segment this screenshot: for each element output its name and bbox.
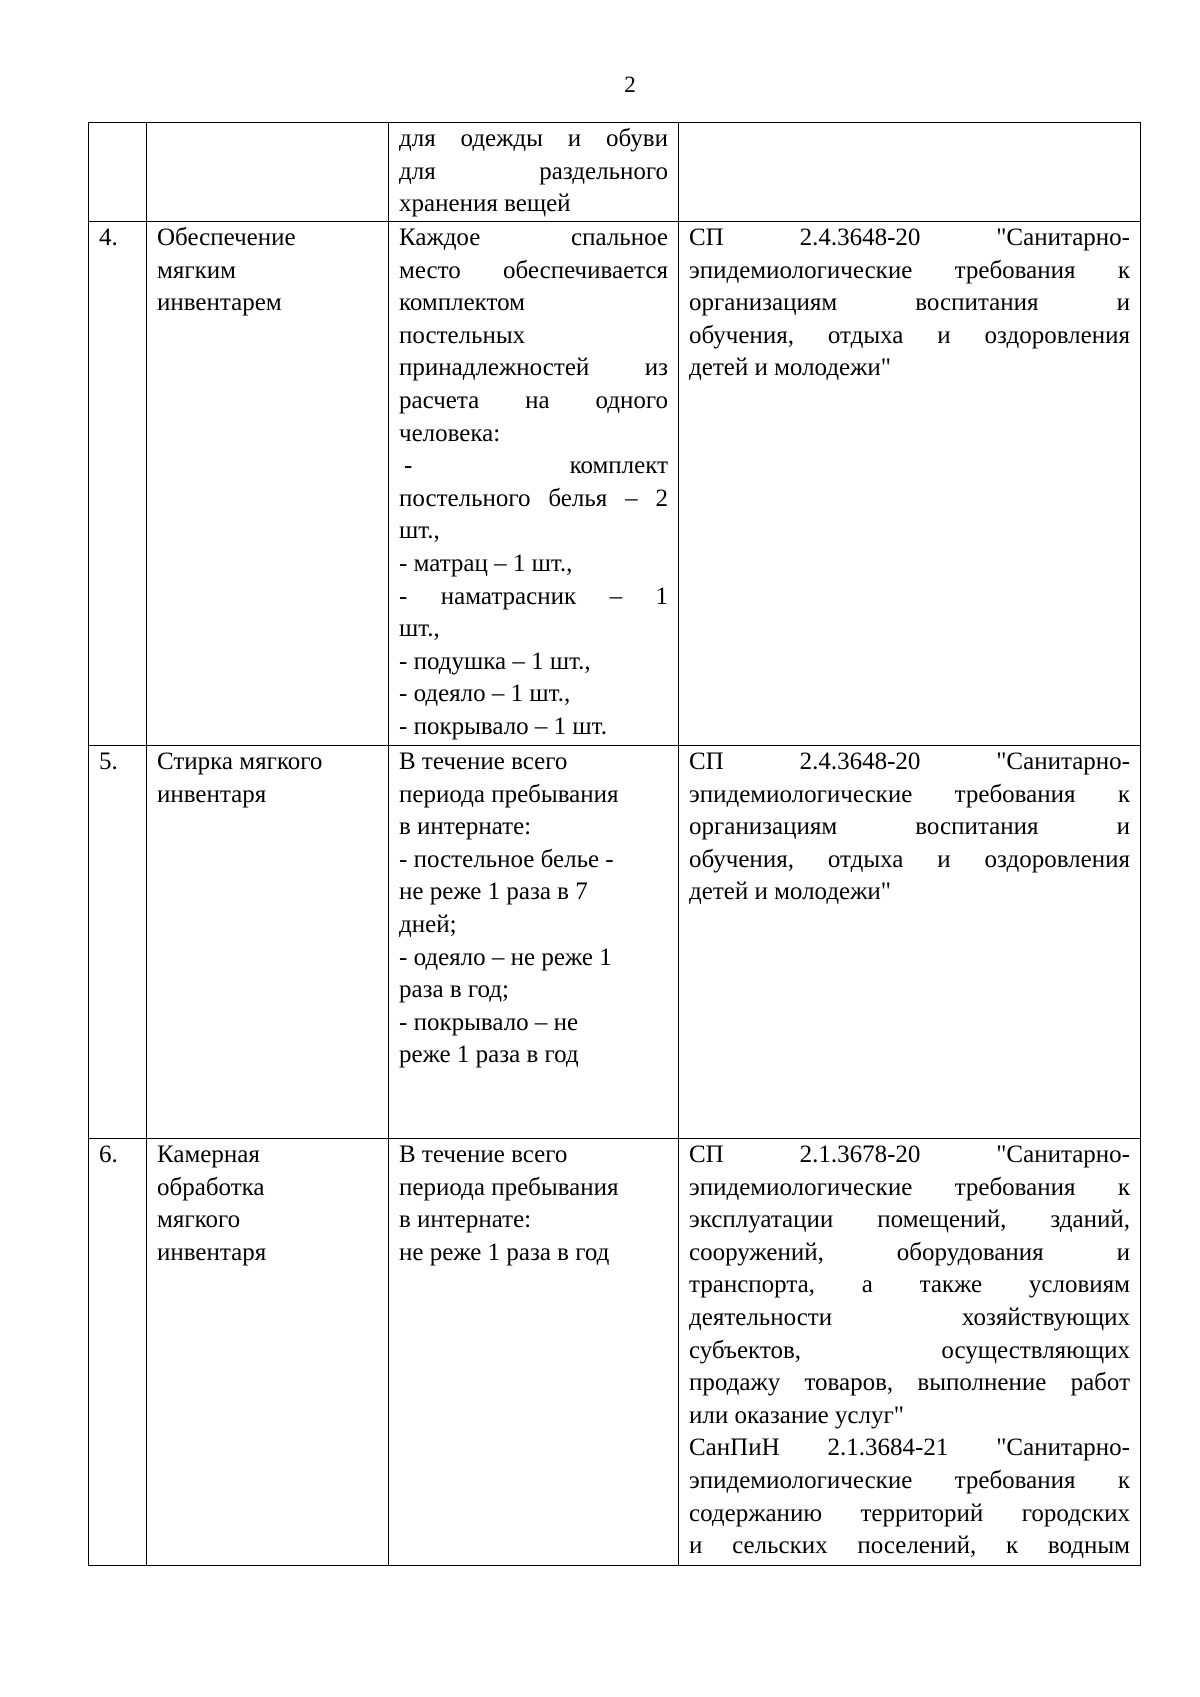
regulation-line: и сельских поселений, к водным bbox=[689, 1532, 1130, 1560]
regulation-line: транспорта, а также условиям bbox=[689, 1271, 1130, 1299]
regulation-line: СП 2.4.3648-20 "Санитарно- bbox=[689, 748, 1130, 775]
description-line: принадлежностей из bbox=[399, 354, 668, 382]
item-name-line: мягкого bbox=[157, 1206, 241, 1234]
regulation-line: субъектов, осуществляющих bbox=[689, 1336, 1130, 1364]
row-number-cell bbox=[89, 1139, 147, 1566]
regulation-line: СанПиН 2.1.3684-21 "Санитарно- bbox=[689, 1434, 1130, 1462]
item-name-line: инвентаря bbox=[157, 1238, 267, 1266]
description-line: хранения вещей bbox=[399, 190, 571, 218]
item-name-cell bbox=[147, 222, 389, 746]
item-name-line: инвентарем bbox=[157, 289, 282, 317]
table-row bbox=[89, 746, 1141, 1139]
description-line: Каждое спальное bbox=[399, 224, 668, 251]
item-name-line: мягким bbox=[157, 256, 236, 284]
regulation-line: содержанию территорий городских bbox=[689, 1499, 1130, 1527]
row-number-cell bbox=[89, 746, 147, 1139]
description-line: человека: bbox=[399, 419, 501, 447]
item-name-cell bbox=[147, 1139, 389, 1566]
regulation-line: детей и молодежи" bbox=[689, 878, 892, 906]
description-line: шт., bbox=[399, 615, 440, 643]
description-line: В течение всего bbox=[399, 1141, 568, 1168]
description-line: - покрывало – 1 шт. bbox=[399, 712, 607, 740]
item-description-cell bbox=[389, 222, 679, 746]
description-line: для одежды и обуви bbox=[399, 125, 668, 152]
description-line: - наматрасник – 1 bbox=[399, 582, 668, 610]
table-row bbox=[89, 1139, 1141, 1566]
description-line: в интернате: bbox=[399, 1206, 532, 1234]
item-name-cell bbox=[147, 746, 389, 1139]
regulation-line: СП 2.1.3678-20 "Санитарно- bbox=[689, 1141, 1130, 1168]
description-line: место обеспечивается bbox=[399, 256, 668, 284]
item-name-line: обработка bbox=[157, 1173, 265, 1201]
item-name-line: Обеспечение bbox=[157, 224, 296, 251]
description-line: раза в год; bbox=[399, 976, 509, 1004]
description-line: в интернате: bbox=[399, 813, 532, 841]
regulation-line: деятельности хозяйствующих bbox=[689, 1303, 1130, 1331]
regulation-line: эпидемиологические требования к bbox=[689, 256, 1130, 284]
description-line: постельного белья – 2 bbox=[399, 484, 668, 512]
item-name-line: Камерная bbox=[157, 1141, 260, 1168]
description-line: комплектом bbox=[399, 289, 525, 317]
item-name-line: инвентаря bbox=[157, 780, 267, 808]
item-description-cell bbox=[389, 746, 679, 1139]
regulation-line: организациям воспитания и bbox=[689, 289, 1130, 317]
regulation-line: сооружений, оборудования и bbox=[689, 1238, 1130, 1266]
table-row bbox=[89, 222, 1141, 746]
regulation-line: СП 2.4.3648-20 "Санитарно- bbox=[689, 224, 1130, 251]
regulation-line: детей и молодежи" bbox=[689, 354, 892, 382]
description-line: не реже 1 раза в 7 bbox=[399, 878, 588, 906]
row-number: 6. bbox=[99, 1141, 118, 1168]
description-line: - одеяло – 1 шт., bbox=[399, 680, 571, 708]
regulation-line: организациям воспитания и bbox=[689, 813, 1130, 841]
regulation-cell bbox=[679, 123, 1141, 222]
regulation-line: эпидемиологические требования к bbox=[689, 1173, 1130, 1201]
description-line: В течение всего bbox=[399, 748, 568, 775]
description-line: периода пребывания bbox=[399, 780, 619, 808]
regulation-line: эксплуатации помещений, зданий, bbox=[689, 1206, 1130, 1234]
description-line: для раздельного bbox=[399, 157, 668, 185]
description-line: - покрывало – не bbox=[399, 1008, 579, 1036]
page-number: 2 bbox=[624, 72, 636, 97]
regulations-table bbox=[88, 122, 1141, 1566]
description-line: - матрац – 1 шт., bbox=[399, 549, 573, 577]
description-line: расчета на одного bbox=[399, 386, 668, 414]
regulation-line: обучения, отдыха и оздоровления bbox=[689, 845, 1130, 873]
table-row bbox=[89, 123, 1141, 222]
item-name-cell bbox=[147, 123, 389, 222]
row-number: 4. bbox=[99, 224, 118, 251]
regulation-line: продажу товаров, выполнение работ bbox=[689, 1369, 1130, 1397]
row-number: 5. bbox=[99, 748, 118, 775]
description-line: периода пребывания bbox=[399, 1173, 619, 1201]
description-line: - комплект bbox=[404, 452, 668, 480]
description-line: - одеяло – не реже 1 bbox=[399, 943, 612, 971]
description-line: шт., bbox=[399, 517, 440, 545]
description-line: реже 1 раза в год bbox=[399, 1041, 579, 1069]
regulation-cell bbox=[679, 1139, 1141, 1566]
regulation-line: эпидемиологические требования к bbox=[689, 1466, 1130, 1494]
row-number-cell bbox=[89, 123, 147, 222]
description-line: не реже 1 раза в год bbox=[399, 1238, 610, 1266]
description-line: дней; bbox=[399, 910, 457, 938]
regulation-line: обучения, отдыха и оздоровления bbox=[689, 321, 1130, 349]
regulation-line: или оказание услуг" bbox=[689, 1401, 904, 1429]
description-line: постельных bbox=[399, 321, 526, 349]
regulation-cell bbox=[679, 746, 1141, 1139]
description-line: - подушка – 1 шт., bbox=[399, 647, 591, 675]
row-number-cell bbox=[89, 222, 147, 746]
regulation-cell bbox=[679, 222, 1141, 746]
item-name-line: Стирка мягкого bbox=[157, 748, 323, 775]
item-description-cell bbox=[389, 123, 679, 222]
regulation-line: эпидемиологические требования к bbox=[689, 780, 1130, 808]
description-line: - постельное белье - bbox=[399, 845, 614, 873]
item-description-cell bbox=[389, 1139, 679, 1566]
